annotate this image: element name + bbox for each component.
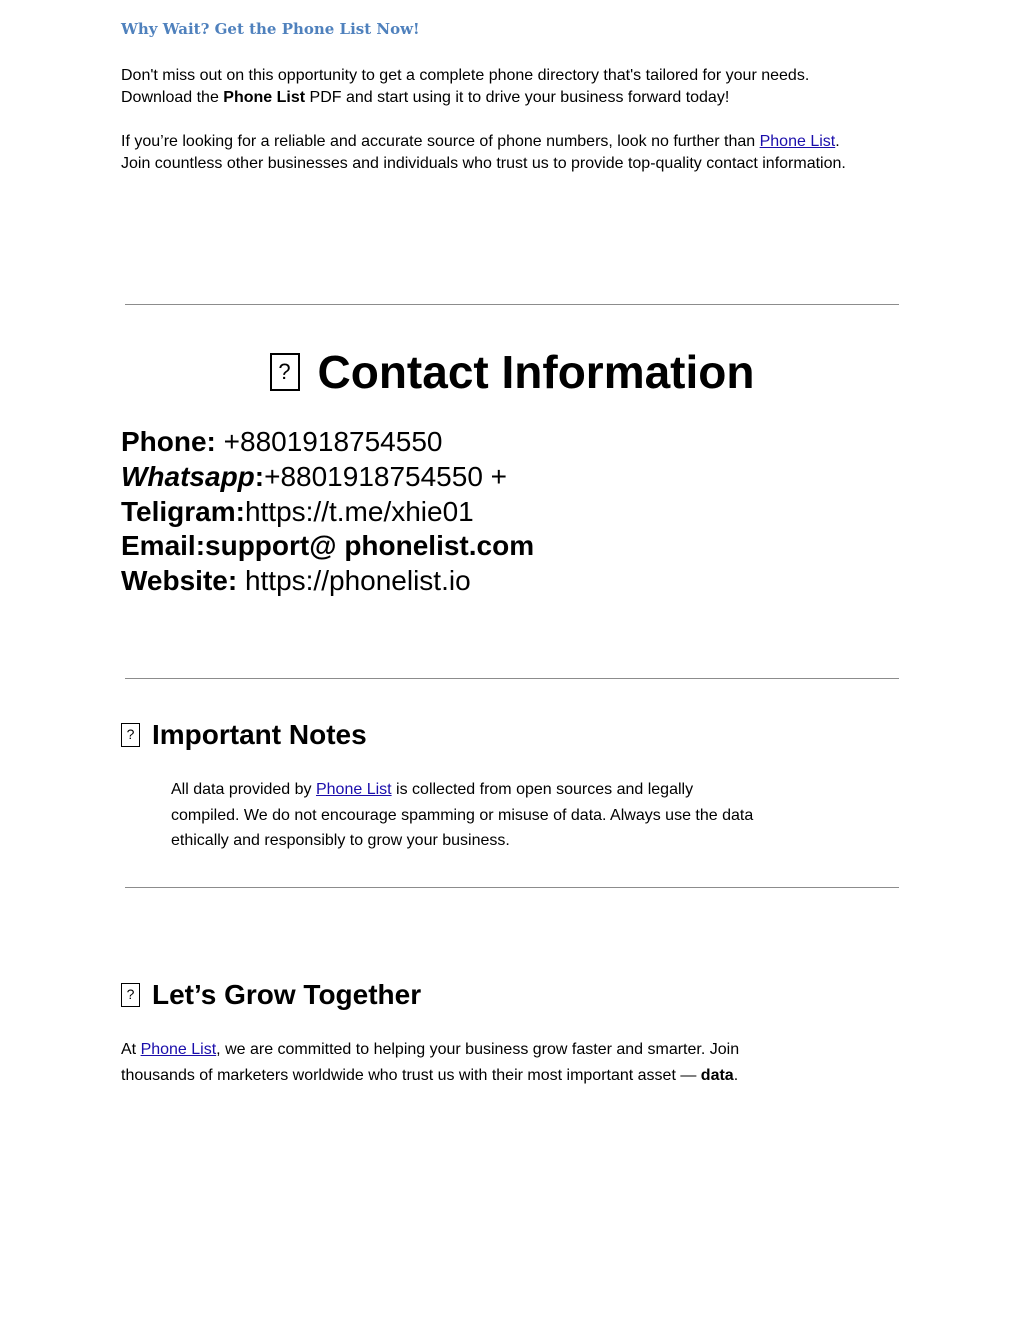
contact-information-title bbox=[0, 345, 1024, 399]
reliable-line-2: Join countless other businesses and individuals who trust us to provide top-quality contact information. bbox=[121, 155, 846, 172]
intro-line-2-pre: Download the bbox=[121, 89, 224, 106]
intro-line-1: Don't miss out on this opportunity to get a complete phone directory that's tailored for your needs. bbox=[121, 67, 810, 84]
whatsapp-label: Whatsapp bbox=[121, 461, 255, 492]
grow-line-2-post: . bbox=[733, 1066, 739, 1084]
important-notes-heading bbox=[121, 717, 367, 753]
notes-line-1-pre: All data provided by bbox=[171, 781, 316, 798]
phone-line bbox=[121, 424, 442, 459]
notes-line-2: compiled. We do not encourage spamming or misuse of data. Always use the data bbox=[171, 806, 754, 824]
website-value: https://phonelist.io bbox=[237, 565, 471, 596]
reliable-paragraph bbox=[121, 131, 1001, 175]
reliable-line-1-post: . bbox=[835, 133, 840, 150]
contact-title-text: Contact Information bbox=[317, 346, 755, 398]
phone-value: +8801918754550 bbox=[215, 426, 443, 457]
phone-label: Phone: bbox=[121, 426, 216, 457]
grow-line-2 bbox=[121, 1063, 739, 1089]
divider-2 bbox=[125, 678, 899, 679]
missing-glyph-icon: ? bbox=[270, 353, 300, 391]
phone-list-link[interactable]: Phone List bbox=[759, 133, 836, 150]
phone-list-bold: Phone List bbox=[223, 89, 306, 106]
intro-line-2-post: PDF and start using it to drive your business forward today! bbox=[305, 89, 730, 106]
telegram-line bbox=[121, 494, 474, 529]
missing-glyph-icon: ? bbox=[121, 723, 140, 747]
grow-together-heading bbox=[121, 977, 421, 1013]
why-wait-heading: Why Wait? Get the Phone List Now! bbox=[121, 20, 420, 38]
email-line bbox=[121, 528, 534, 563]
notes-line-1 bbox=[171, 777, 753, 803]
grow-line-1-post: , we are committed to helping your business grow faster and smarter. Join bbox=[216, 1041, 740, 1058]
divider-3 bbox=[125, 887, 899, 888]
whatsapp-line bbox=[121, 459, 507, 494]
notes-line-3: ethically and responsibly to grow your business. bbox=[171, 832, 510, 849]
phone-list-link[interactable]: Phone List bbox=[140, 1041, 217, 1058]
website-label: Website: bbox=[121, 565, 238, 596]
grow-line-2-pre: thousands of marketers worldwide who trust us with their most important asset — bbox=[121, 1066, 701, 1084]
website-line bbox=[121, 563, 471, 598]
important-notes-text: Important Notes bbox=[152, 719, 367, 750]
grow-paragraph bbox=[121, 1037, 739, 1088]
phone-list-link[interactable]: Phone List bbox=[315, 781, 392, 798]
notes-line-1-post: is collected from open sources and legally bbox=[391, 781, 694, 798]
reliable-line-1 bbox=[121, 131, 1001, 153]
grow-line-1-pre: At bbox=[121, 1041, 141, 1058]
grow-line-1 bbox=[121, 1037, 739, 1063]
intro-paragraph bbox=[121, 65, 1001, 109]
telegram-value: https://t.me/xhie01 bbox=[244, 496, 474, 527]
whatsapp-colon: : bbox=[254, 461, 265, 492]
missing-glyph-icon: ? bbox=[121, 983, 140, 1007]
divider-1 bbox=[125, 304, 899, 305]
grow-together-text: Let’s Grow Together bbox=[152, 979, 422, 1010]
reliable-line-1-pre: If you’re looking for a reliable and accurate source of phone numbers, look no further than bbox=[121, 133, 760, 150]
email-text: Email:support@ phonelist.com bbox=[121, 530, 535, 561]
telegram-label: Teligram: bbox=[121, 496, 245, 527]
data-bold: data bbox=[700, 1066, 734, 1084]
notes-paragraph bbox=[171, 777, 753, 854]
whatsapp-value: +8801918754550 + bbox=[264, 461, 508, 492]
intro-line-2 bbox=[121, 87, 1001, 109]
